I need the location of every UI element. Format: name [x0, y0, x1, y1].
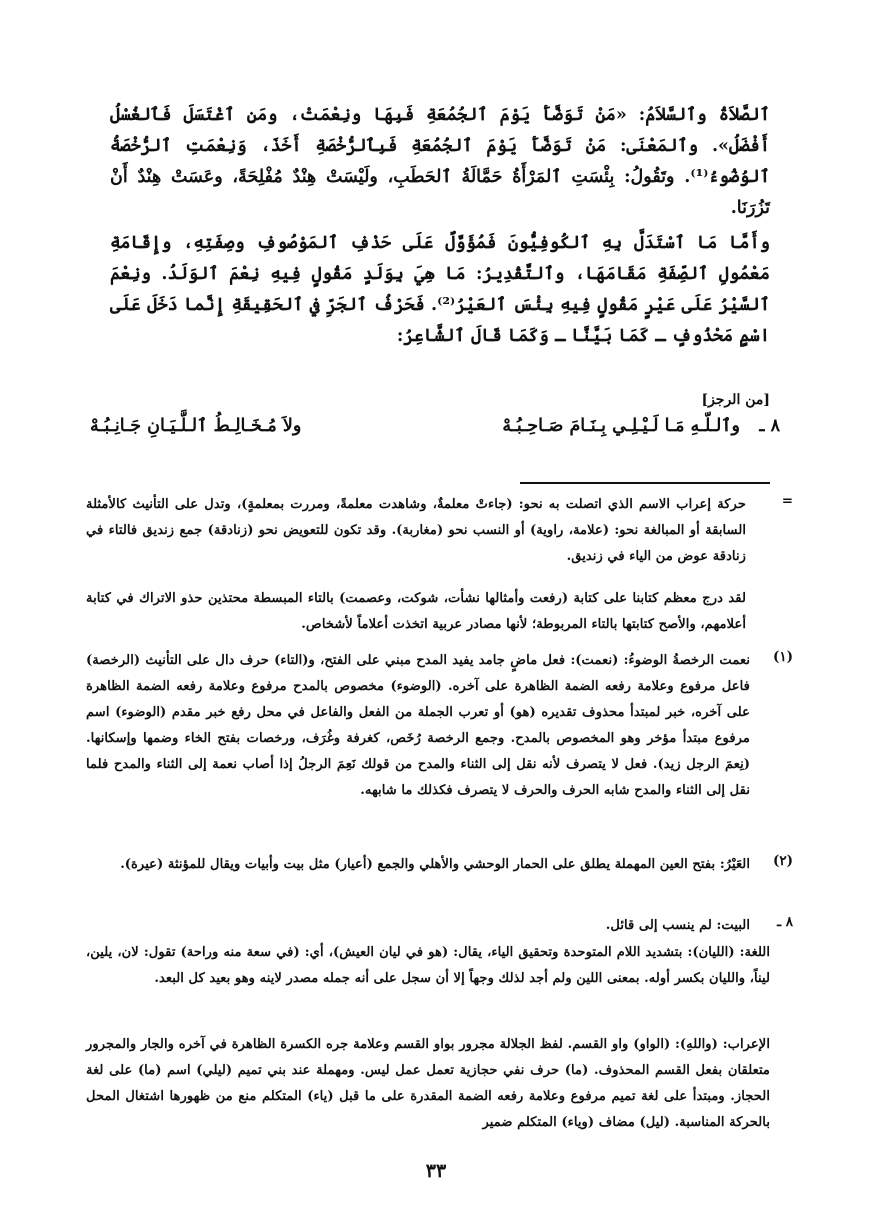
verse-number: ٨ ـ	[759, 416, 780, 436]
page-number: ٣٣	[425, 1160, 447, 1182]
footnote-1-marker: (١)	[772, 649, 793, 665]
footnote-8-language: اللغة: (الليان): بتشديد اللام المتوحدة وتحقيق الياء، يقال: (هو في ليان العيش)، أي: (في سعة منه وراحة) تقول: لان، يلين، ليناً، والليان بكسر أوله. بمعنى اللين ولم أجد لذلك وجهاً إلا أن سجل على أنه جمله مصدر لاينه وهو بعيد كل البعد.	[86, 945, 770, 986]
footnote-2-marker: (٢)	[772, 853, 793, 869]
verse-hemistich-first: وٱلـلّـهِ مَـا لَـيْـلِـي بِـنَـامَ صَـاحِـبُـهْ	[502, 416, 740, 436]
footnote-continuation-marker: =	[781, 493, 793, 509]
verse-meter: [من الرجز]	[701, 392, 770, 408]
footnote-continuation-2: لقد درج معظم كتابنا على كتابة (رفعت وأمثالها نشأت، شوكت، وعصمت) بالتاء المبسطة محتذين حذو الاتراك في كتابة أعلامهم، والأصح كتابتها بالتاء المربوطة؛ لأنها مصادر عربية اتخذت أعلاماً لأشخاص.	[86, 591, 746, 632]
footnote-continuation: حركة إعراب الاسم الذي اتصلت به نحو: (جاءتْ معلمةٌ، وشاهدت معلمةً، ومررت بمعلمةٍ)، وتدل على التأنيث كالأمثلة السابقة أو المبالغة نحو: (علامة، راوية) أو النسب نحو (مغاربة). وقد تكون للتعويض نحو (زنادقة) جمع زنديق فالتاء في زنادقة عوض من الياء في زنديق.	[86, 497, 746, 564]
verse-line	[90, 412, 780, 446]
footnote-separator	[520, 482, 770, 484]
footnote-2: العَيْرُ: بفتح العين المهملة يطلق على الحمار الوحشي والأهلي والجمع (أعيار) مثل بيت وأبيات ويقال للمؤنثة (عيرة).	[120, 857, 750, 872]
body-paragraph-1: ٱلصَّلاَةُ وٱلسَّلاَمُ: «مَنْ تَوَضَّأَ يَوْمَ ٱلجُمُعَةِ فَبِهَا ونِعْمَتْ، ومَنِ ٱغْتَسَلَ فَٱلغُسْلُ أَفْضَلُ». وٱلمَعْنَى: مَنْ تَوَضَّأَ يَوْمَ ٱلجُمُعَةِ فَبِٱلرُّخْصَةِ أَخَذَ، وَنِعْمَتِ ٱلرُّخْصَةُ ٱلوُضُوءُ⁽¹⁾. وتَقُولُ: بِئْسَتِ ٱلمَرْأَةُ حَمَّالَةُ ٱلحَطَبِ، ولَيْسَتْ هِنْدٌ مُفْلِحَةً، وعَسَتْ هِنْدٌ أَنْ تَزُرَنَا.	[110, 105, 770, 218]
body-paragraph-2: وأَمَّا مَا ٱسْتَدَلَّ بِهِ ٱلكُوفِيُّونَ فَمُؤَوَّلٌ عَلَى حَذْفِ ٱلمَوْصُوفِ وصِفَتِهِ، وإِقَامَةِ مَعْمُولِ ٱلصِّفَةِ مَقَامَهَا، وٱلتَّقْدِيرُ: مَا هِيَ بِوَلَدٍ مَقُولٍ فِيهِ نِعْمَ ٱلوَلَدُ. ونِعْمَ ٱلسَّيْرُ عَلَى عَيْرٍ مَقُولٍ فِيهِ بِئْسَ ٱلعَيْرُ⁽²⁾. فَحَرْفُ ٱلجَرِّ في ٱلحَقِيقَةِ إِنَّما دَخَلَ عَلَى اسْمٍ مَحْذُوفٍ ـ كَمَا بَيَّنَّا ـ وَكَمَا قَالَ ٱلشَّاعِرُ:	[110, 233, 771, 346]
footnote-1: نعمت الرخصةُ الوضوءُ: (نعمت): فعل ماضٍ جامد يفيد المدح مبني على الفتح، و(التاء) حرف دال على التأنيث (الرخصة) فاعل مرفوع وعلامة رفعه الضمة الظاهرة على آخره. (الوضوء) مخصوص بالمدح مرفوع وعلامة رفعه الضمة الظاهرة على آخره، خبر لمبتدأ محذوف تقديره (هو) أو تعرب الجملة من الفعل والفاعل في محل رفع خبر مقدم (الوضوء) اسم مرفوع مبتدأ مؤخر وهو المخصوص بالمدح. وجمع الرخصة رُخَص، كغرفة وغُرَف، ورخصات بفتح الخاء وضمها وإسكانها. (نِعمَ الرجل زيد). فعل لا يتصرف لأنه نقل إلى الثناء والمدح من قولك نَعِمَ الرجلُ إذا أصاب نعمة إلى الثناء والمدح فلما نقل إلى الثناء والمدح شابه الحرف والحرف لا يتصرف فكذلك ما شابهه.	[86, 653, 750, 798]
footnote-8-marker: ٨ ـ	[777, 914, 793, 930]
verse-hemistich-second: ولاَ مُـخَـالِـطُ ٱلـلَّـيَـانِ جَـانِـبُـهْ	[90, 416, 302, 436]
footnote-8-grammar: الإعراب: (واللهِ): (الواو) واو القسم. لفظ الجلالة مجرور بواو القسم وعلامة جره الكسرة الظاهرة في آخره والجار والمجرور متعلقان بفعل القسم المحذوف. (ما) حرف نفي حجازية تعمل عمل ليس. ومهملة عند بني تميم (ليلي) اسم (ما) على لغة الحجاز. ومبتدأ على لغة تميم مرفوع وعلامة رفعه الضمة المقدرة على ما قبل (ياء) المتكلم منع من ظهورها اشتغال المحل بالحركة المناسبة. (ليل) مضاف (وياء) المتكلم ضمير	[86, 1037, 770, 1130]
footnote-8-attribution: البيت: لم ينسب إلى قائل.	[605, 918, 750, 933]
